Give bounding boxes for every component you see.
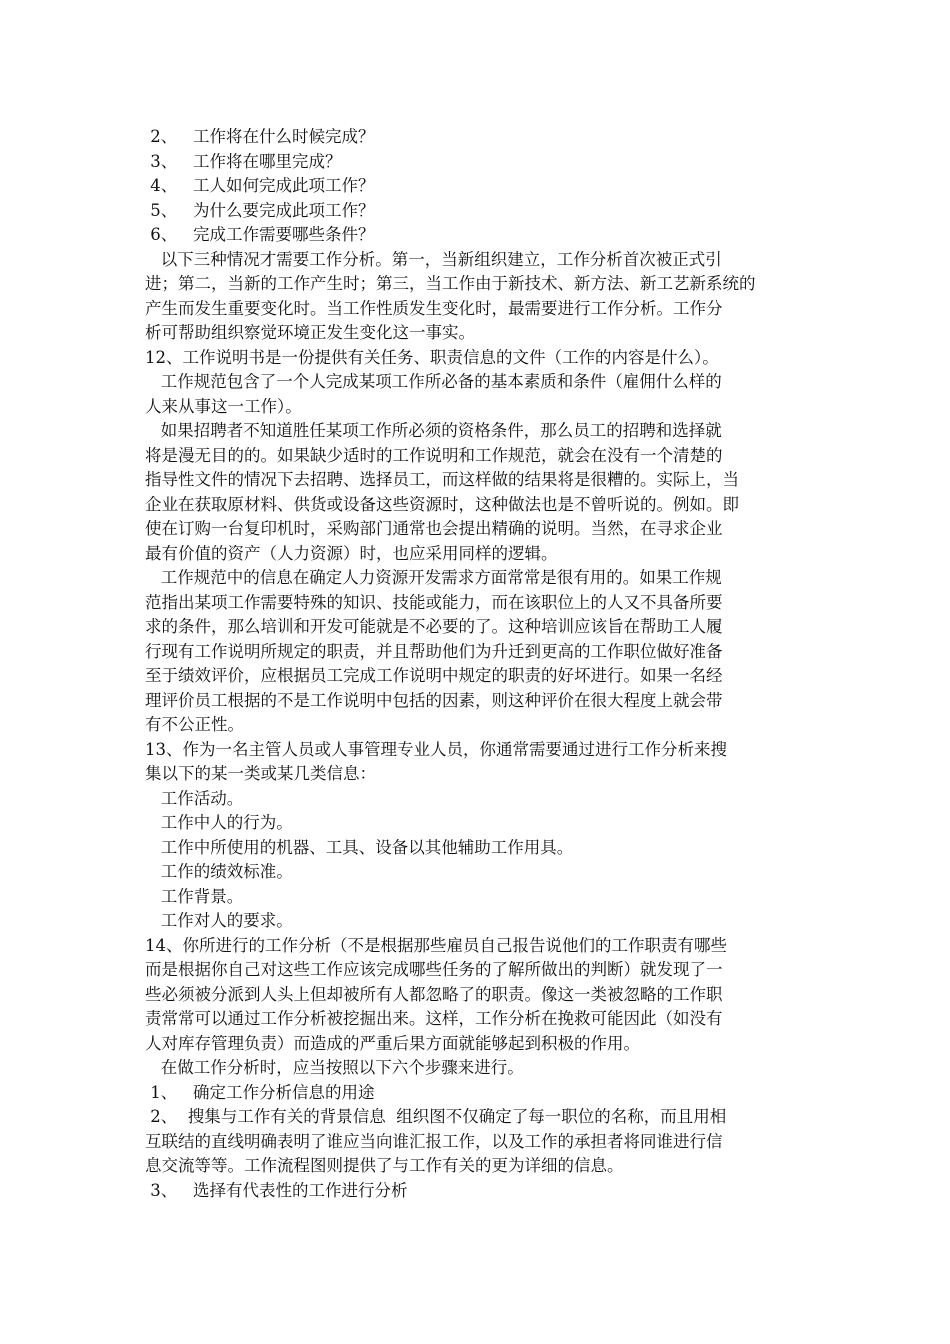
paragraph-line: 进；第二，当新的工作产生时；第三，当工作由于新技术、新方法、新工艺新系统的 bbox=[145, 274, 756, 293]
list-item-6: 6、 完成工作需要哪些条件？ bbox=[145, 225, 375, 244]
step-item-3: 3、 选择有代表性的工作进行分析 bbox=[145, 1180, 408, 1200]
paragraph-line: 责常常可以通过工作分析被挖掘出来。这样，工作分析在挽救可能因此（如没有 bbox=[145, 1009, 723, 1028]
step-item-2: 2、 搜集与工作有关的背景信息 组织图不仅确定了每一职位的名称，而且用相 bbox=[145, 1107, 727, 1126]
info-type-item: 工作背景。 bbox=[145, 886, 244, 906]
paragraph-line: 将是漫无目的的。如果缺少适时的工作说明和工作规范，就会在没有一个清楚的 bbox=[145, 445, 723, 465]
paragraph-line: 有不公正性。 bbox=[145, 715, 244, 734]
paragraph-line: 产生而发生重要变化时。当工作性质发生变化时，最需要进行工作分析。工作分 bbox=[145, 298, 723, 318]
section-14-line: 14、你所进行的工作分析（不是根据那些雇员自己报告说他们的工作职责有哪些 bbox=[145, 935, 727, 955]
list-item-5: 5、 为什么要完成此项工作？ bbox=[145, 200, 375, 220]
paragraph-line: 最有价值的资产（人力资源）时，也应采用同样的逻辑。 bbox=[145, 543, 558, 563]
paragraph-line: 求的条件，那么培训和开发可能就是不必要的了。这种培训应该旨在帮助工人履 bbox=[145, 617, 723, 636]
paragraph-line: 在做工作分析时，应当按照以下六个步骤来进行。 bbox=[145, 1058, 524, 1077]
paragraph-line: 使在订购一台复印机时，采购部门通常也会提出精确的说明。当然，在寻求企业 bbox=[145, 519, 723, 538]
list-item-3: 3、 工作将在哪里完成？ bbox=[145, 151, 342, 171]
paragraph-line: 析可帮助组织察觉环境正发生变化这一事实。 bbox=[145, 323, 475, 342]
paragraph-line: 行现有工作说明所规定的职责，并且帮助他们为升迁到更高的工作职位做好准备 bbox=[145, 641, 723, 661]
document-page bbox=[145, 125, 810, 1203]
paragraph-line: 工作规范包含了一个人完成某项工作所必备的基本素质和条件（雇佣什么样的 bbox=[145, 372, 722, 391]
paragraph-line: 以下三种情况才需要工作分析。第一，当新组织建立，工作分析首次被正式引 bbox=[145, 249, 722, 269]
list-item-4: 4、 工人如何完成此项工作？ bbox=[145, 176, 375, 195]
paragraph-line: 理评价员工根据的不是工作说明中包括的因素，则这种评价在很大程度上就会带 bbox=[145, 690, 723, 710]
paragraph-line: 工作规范中的信息在确定人力资源开发需求方面常常是很有用的。如果工作规 bbox=[145, 568, 722, 587]
paragraph-line: 范指出某项工作需要特殊的知识、技能或能力，而在该职位上的人又不具备所要 bbox=[145, 592, 723, 612]
paragraph-line: 企业在获取原材料、供货或设备这些资源时，这种做法也是不曾听说的。例如。即 bbox=[145, 494, 739, 514]
paragraph-line: 些必须被分派到人头上但却被所有人都忽略了的职责。像这一类被忽略的工作职 bbox=[145, 984, 723, 1004]
paragraph-line: 息交流等等。工作流程图则提供了与工作有关的更为详细的信息。 bbox=[145, 1156, 624, 1175]
paragraph-line: 集以下的某一类或某几类信息： bbox=[145, 764, 376, 783]
paragraph-line: 而是根据你自己对这些工作应该完成哪些任务的了解所做出的判断）就发现了一 bbox=[145, 960, 723, 979]
paragraph-line: 至于绩效评价，应根据员工完成工作说明中规定的职责的好坏进行。如果一名经 bbox=[145, 666, 723, 685]
paragraph-line: 如果招聘者不知道胜任某项工作所必须的资格条件，那么员工的招聘和选择就 bbox=[145, 421, 722, 440]
paragraph-line: 人来从事这一工作）。 bbox=[145, 396, 302, 416]
info-type-item: 工作中人的行为。 bbox=[145, 813, 293, 832]
info-type-item: 工作中所使用的机器、工具、设备以其他辅助工作用具。 bbox=[145, 837, 574, 857]
step-item-1: 1、 确定工作分析信息的用途 bbox=[145, 1082, 375, 1102]
info-type-item: 工作活动。 bbox=[145, 788, 244, 808]
info-type-item: 工作对人的要求。 bbox=[145, 911, 293, 930]
paragraph-line: 人对库存管理负责）而造成的严重后果方面就能够起到积极的作用。 bbox=[145, 1033, 640, 1053]
list-item-2: 2、 工作将在什么时候完成？ bbox=[145, 127, 375, 146]
paragraph-line: 互联结的直线明确表明了谁应当向谁汇报工作，以及工作的承担者将同谁进行信 bbox=[145, 1131, 723, 1151]
section-12-line: 12、工作说明书是一份提供有关任务、职责信息的文件（工作的内容是什么）。 bbox=[145, 347, 719, 367]
info-type-item: 工作的绩效标准。 bbox=[145, 862, 293, 881]
paragraph-line: 指导性文件的情况下去招聘、选择员工，而这样做的结果将是很糟的。实际上，当 bbox=[145, 470, 739, 489]
section-13-line: 13、作为一名主管人员或人事管理专业人员，你通常需要通过进行工作分析来搜 bbox=[145, 739, 727, 759]
